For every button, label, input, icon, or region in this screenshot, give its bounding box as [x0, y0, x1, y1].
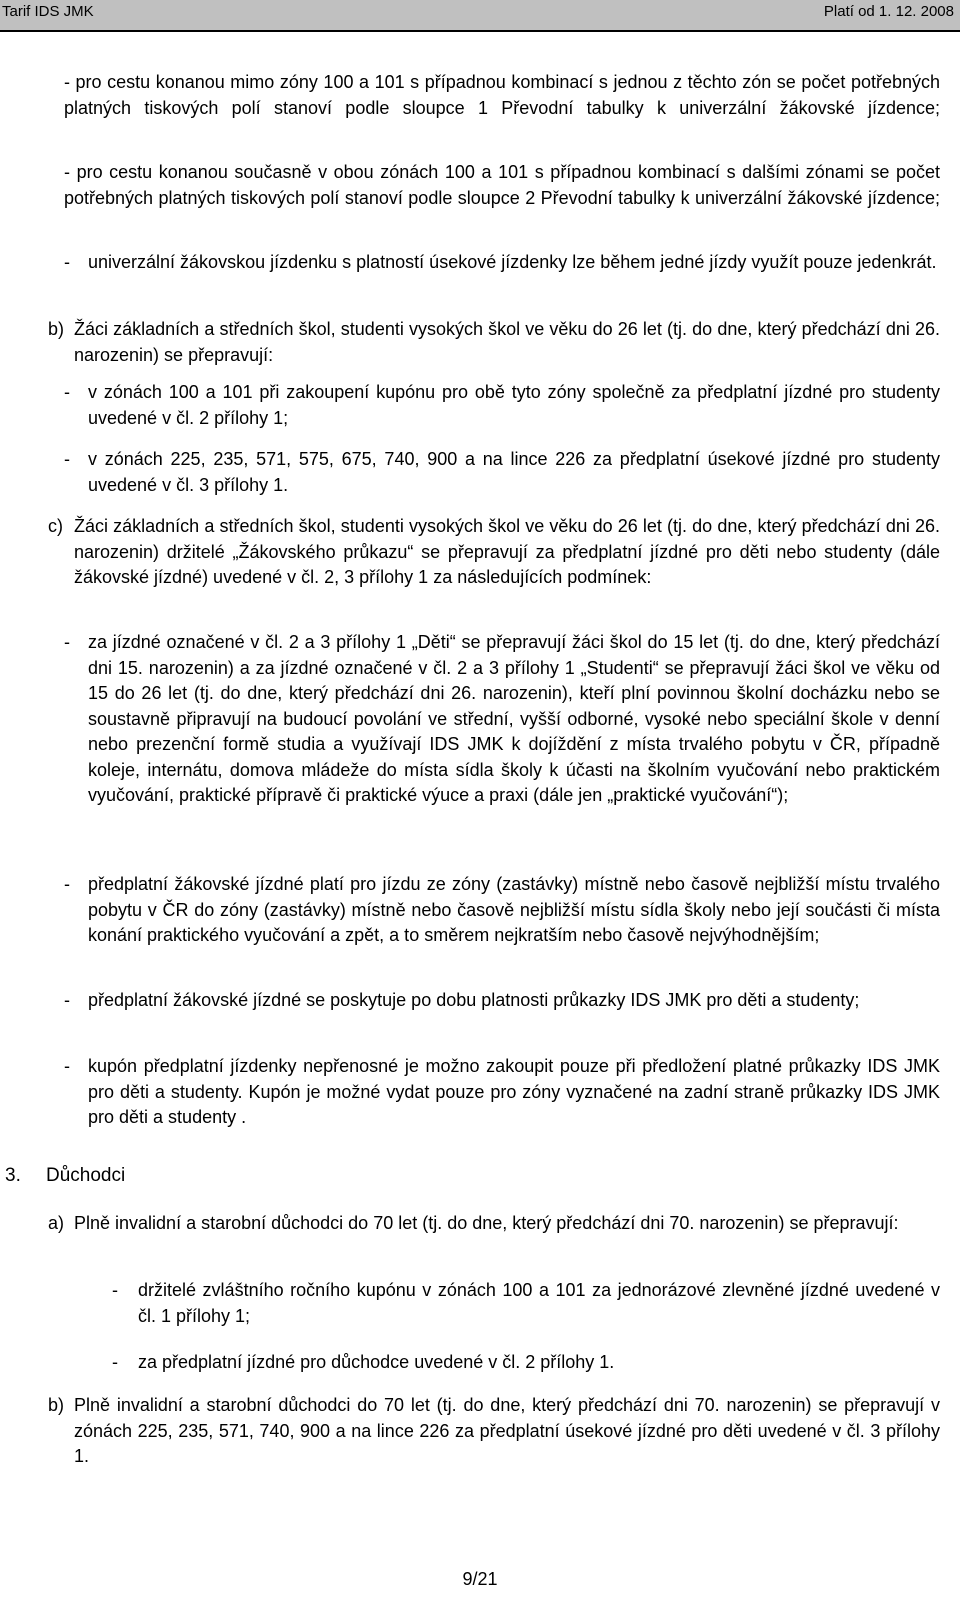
paragraph-c-item-3-text: předplatní žákovské jízdné se poskytuje po dobu platnosti průkazky IDS JMK pro děti a studenty; — [88, 990, 860, 1010]
section3-a-item-1 — [112, 1278, 940, 1329]
header-title: Tarif IDS JMK — [2, 3, 94, 20]
page-header — [0, 0, 960, 32]
paragraph-b-marker: b) — [48, 319, 65, 339]
header-validity: Platí od 1. 12. 2008 — [823, 3, 954, 20]
list-dash: - — [64, 449, 70, 469]
section3-a-item-2-text: za předplatní jízdné pro důchodce uvedené v čl. 2 přílohy 1. — [138, 1352, 615, 1372]
paragraph-c-item-2-text: předplatní žákovské jízdné platí pro jízdu ze zóny (zastávky) místně nebo časově nejbližší místu trvalého pobytu v ČR do zóny (zastávky) místně nebo časově nejbližší místu sídla školy nebo její součásti či místa konání praktického vyučování a zpět, a to směrem nejkratším nebo časově nejvýhodnějším; — [88, 874, 940, 945]
list-dash: - — [112, 1280, 118, 1300]
paragraph-b — [48, 317, 940, 368]
section3-paragraph-a — [48, 1211, 940, 1237]
list-dash: - — [64, 252, 70, 272]
section-number: 3. — [5, 1165, 21, 1186]
paragraph-c-item-4-text: kupón předplatní jízdenky nepřenosné je možno zakoupit pouze při předložení platné průkazky IDS JMK pro děti a studenty. Kupón je možné vydat pouze pro zóny vyznačené na zadní straně průkazky IDS JMK pro děti a studenty . — [88, 1056, 940, 1127]
paragraph-c-item-1 — [64, 630, 940, 809]
paragraph-b-item-2 — [64, 447, 940, 498]
list-dash: - — [64, 632, 70, 652]
section3-paragraph-a-text: Plně invalidní a starobní důchodci do 70 let (tj. do dne, který předchází dni 70. narozenin) se přepravují: — [74, 1213, 899, 1233]
bullet-single-use — [64, 250, 940, 276]
list-dash: - — [64, 874, 70, 894]
paragraph-c-item-1-text: za jízdné označené v čl. 2 a 3 přílohy 1 „Děti“ se přepravují žáci škol do 15 let (tj. do dne, který předchází dni 15. narozenin) a za jízdné označené v čl. 2 a 3 přílohy 1 „Studenti“ se přepravují žáci škol ve věku od 15 do 26 let (tj. do dne, který předchází dni 26. narozenin), kteří plní povinnou školní docházku nebo se soustavně připravují na budoucí povolání ve střední, vyšší odborné, vysoké nebo speciální škole v denní nebo prezenční formě studia a využívají IDS JMK k dojíždění z místa trvalého pobytu v ČR, případně koleje, internátu, domova mládeže do místa sídla školy k účasti na školním vyučování nebo praktickém vyučování, praktické přípravě či praktické výuce a praxi (dále jen „praktické vyučování“); — [88, 632, 940, 805]
paragraph-c-item-2 — [64, 872, 940, 949]
section3-paragraph-b-text: Plně invalidní a starobní důchodci do 70 let (tj. do dne, který předchází dni 70. narozenin) se přepravují v zónách 225, 235, 571, 740, 900 a na lince 226 za předplatní úsekové jízdné pro děti uvedené v čl. 3 přílohy 1. — [74, 1395, 940, 1466]
bullet-zones-both: - pro cestu konanou současně v obou zónách 100 a 101 s případnou kombinací s dalšími zónami se počet potřebných platných tiskových polí stanoví podle sloupce 2 Převodní tabulky k univerzální žákovské jízdence; — [64, 162, 940, 208]
bullet-zones-outside: - pro cestu konanou mimo zóny 100 a 101 s případnou kombinací s jednou z těchto zón se počet potřebných platných tiskových polí stanoví podle sloupce 1 Převodní tabulky k univerzální žákovské jízdence; — [64, 72, 940, 118]
list-dash: - — [64, 382, 70, 402]
paragraph-c — [48, 514, 940, 591]
list-dash: - — [64, 990, 70, 1010]
paragraph-c-item-4 — [64, 1054, 940, 1131]
paragraph-c-text: Žáci základních a středních škol, studenti vysokých škol ve věku do 26 let (tj. do dne, který předchází dni 26. narozenin) držitelé „Žákovského průkazu“ se přepravují za předplatní jízdné pro děti nebo studenty (dále žákovské jízdné) uvedené v čl. 2, 3 přílohy 1 za následujících podmínek: — [74, 516, 940, 587]
section3-paragraph-b — [48, 1393, 940, 1470]
bullet-single-use-text: univerzální žákovskou jízdenku s platností úsekové jízdenky lze během jedné jízdy využít pouze jedenkrát. — [88, 252, 937, 272]
paragraph-b-item-2-text: v zónách 225, 235, 571, 575, 675, 740, 900 a na lince 226 za předplatní úsekové jízdné pro studenty uvedené v čl. 3 přílohy 1. — [88, 449, 940, 495]
page-number: 9/21 — [462, 1569, 498, 1589]
section3-paragraph-a-marker: a) — [48, 1213, 65, 1233]
list-dash: - — [64, 1056, 70, 1076]
section-title: Důchodci — [46, 1165, 126, 1186]
paragraph-b-text: Žáci základních a středních škol, studenti vysokých škol ve věku do 26 let (tj. do dne, který předchází dni 26. narozenin) se přepravují: — [74, 319, 940, 365]
paragraph-b-item-1 — [64, 380, 940, 431]
section3-a-item-2 — [112, 1350, 940, 1376]
list-dash: - — [112, 1352, 118, 1372]
paragraph-c-marker: c) — [48, 516, 63, 536]
paragraph-c-item-3 — [64, 988, 940, 1014]
section3-a-item-1-text: držitelé zvláštního ročního kupónu v zónách 100 a 101 za jednorázové zlevněné jízdné uvedené v čl. 1 přílohy 1; — [138, 1280, 940, 1326]
section3-paragraph-b-marker: b) — [48, 1395, 65, 1415]
paragraph-b-item-1-text: v zónách 100 a 101 při zakoupení kupónu pro obě tyto zóny společně za předplatní jízdné pro studenty uvedené v čl. 2 přílohy 1; — [88, 382, 940, 428]
